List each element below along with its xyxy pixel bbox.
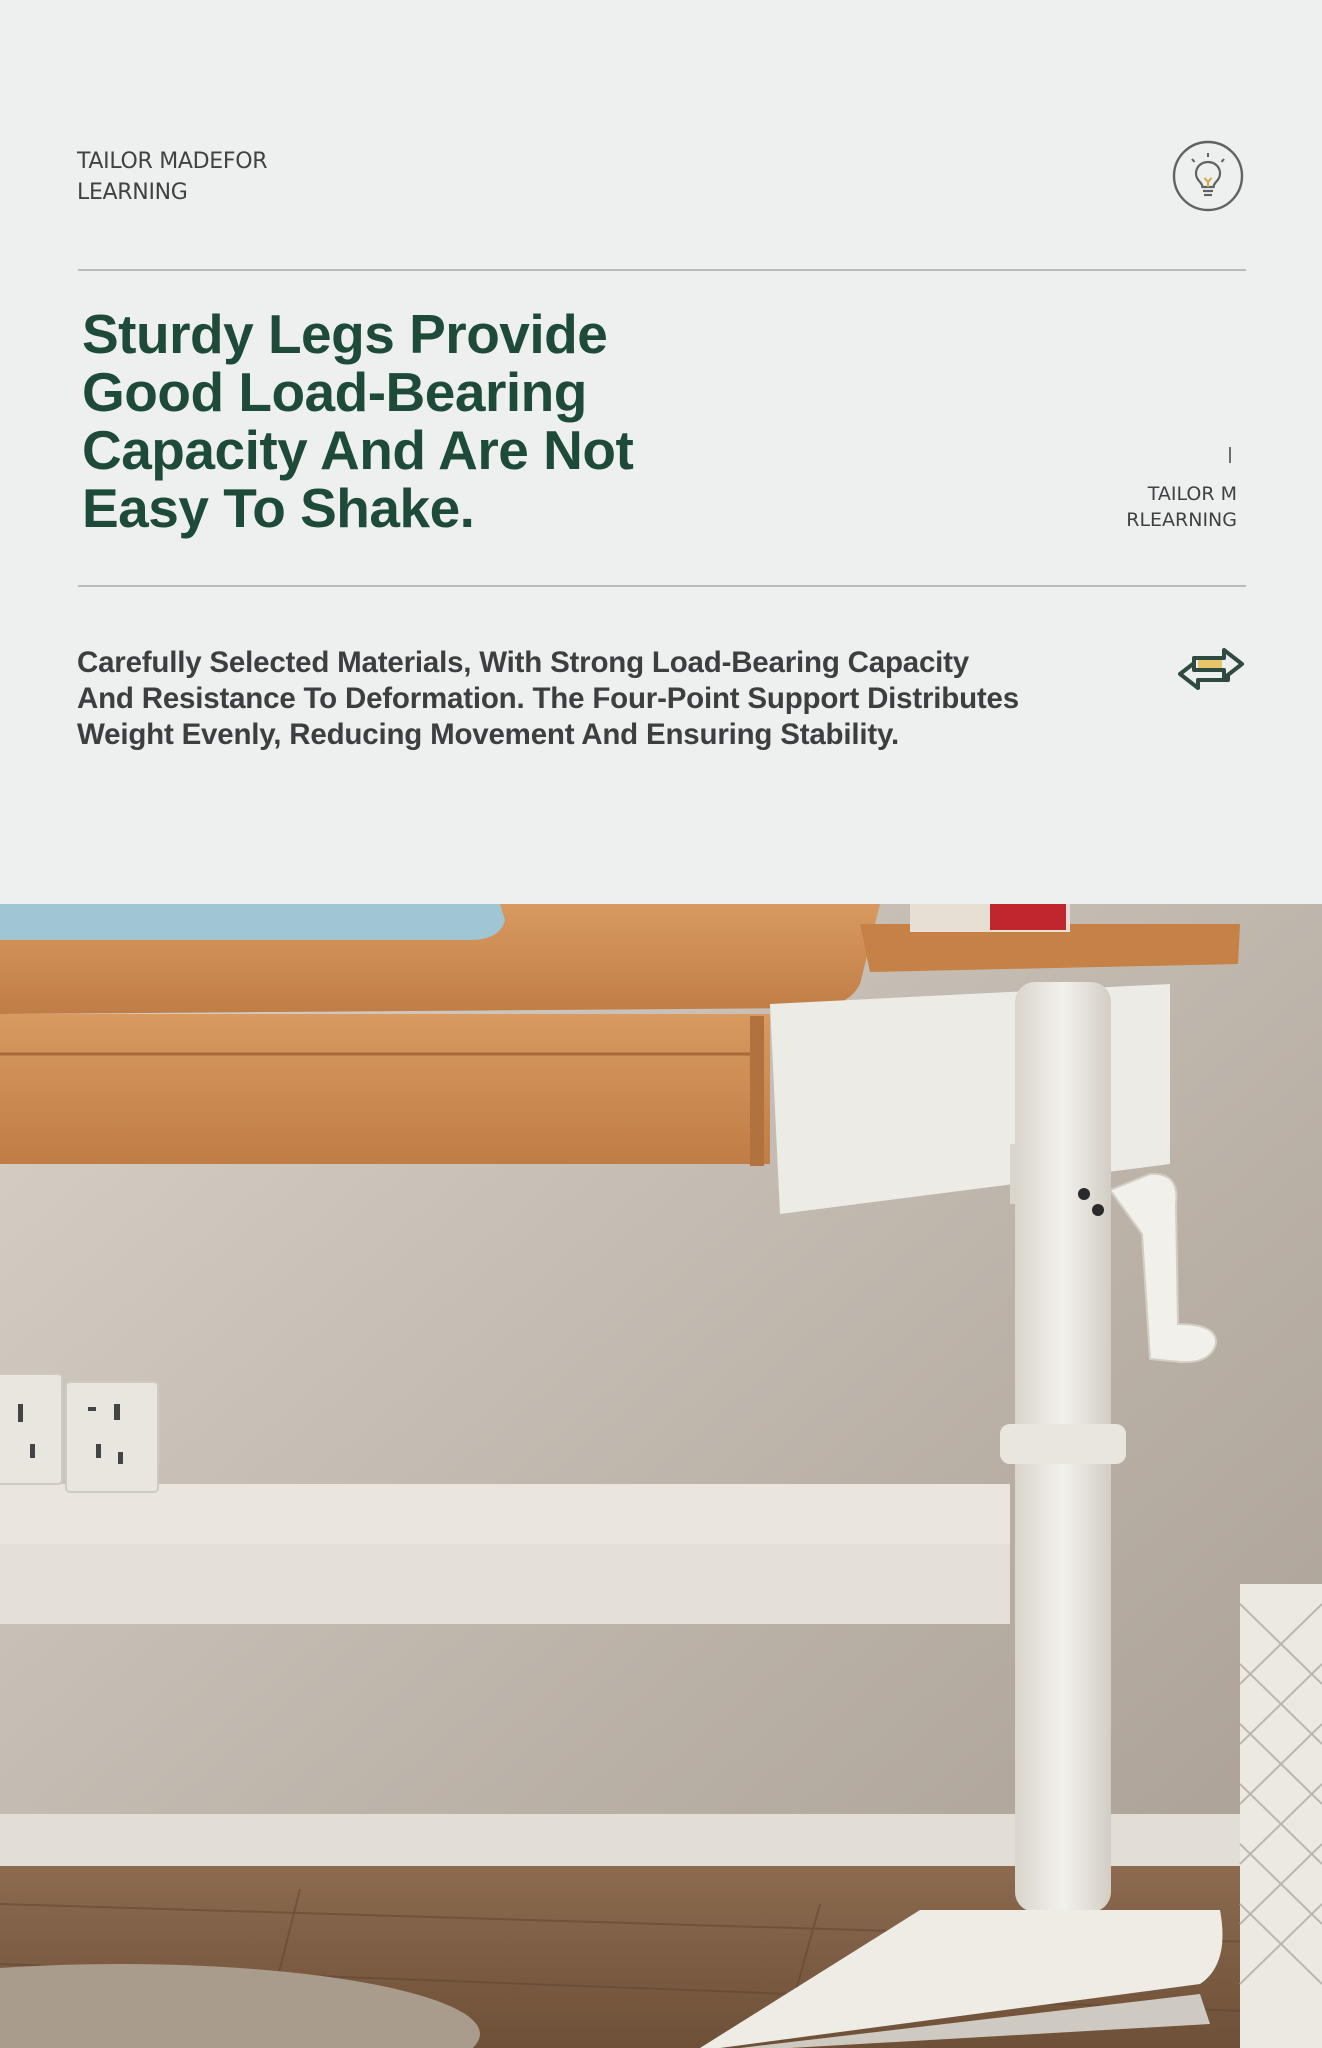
- side-label-line-1: TAILOR M: [1147, 483, 1237, 505]
- swap-arrows-icon: [1172, 640, 1250, 700]
- description-line-3: Weight Evenly, Reducing Movement And Ensuring Stability.: [77, 718, 899, 751]
- tick-mark: [1229, 447, 1231, 463]
- lightbulb-icon: [1172, 140, 1244, 212]
- feature-title: [82, 305, 682, 537]
- feature-description: [77, 645, 1087, 753]
- title-line-3: Capacity And Are Not: [82, 419, 634, 481]
- divider-top: [78, 269, 1246, 271]
- title-line-1: Sturdy Legs Provide: [82, 303, 608, 365]
- divider-bottom: [78, 585, 1246, 587]
- desk-leg-photo: [0, 904, 1322, 2048]
- side-brand-label: [1126, 481, 1237, 533]
- title-line-2: Good Load-Bearing: [82, 361, 587, 423]
- description-line-1: Carefully Selected Materials, With Strong Load-Bearing Capacity: [77, 646, 970, 679]
- description-line-2: And Resistance To Deformation. The Four-Point Support Distributes: [77, 682, 1019, 715]
- brand-label: [77, 146, 267, 208]
- side-label-line-2: RLEARNING: [1126, 509, 1237, 531]
- title-line-4: Easy To Shake.: [82, 477, 475, 539]
- info-panel: [0, 0, 1322, 904]
- brand-line-2: LEARNING: [77, 180, 188, 205]
- brand-line-1: TAILOR MADEFOR: [77, 149, 268, 174]
